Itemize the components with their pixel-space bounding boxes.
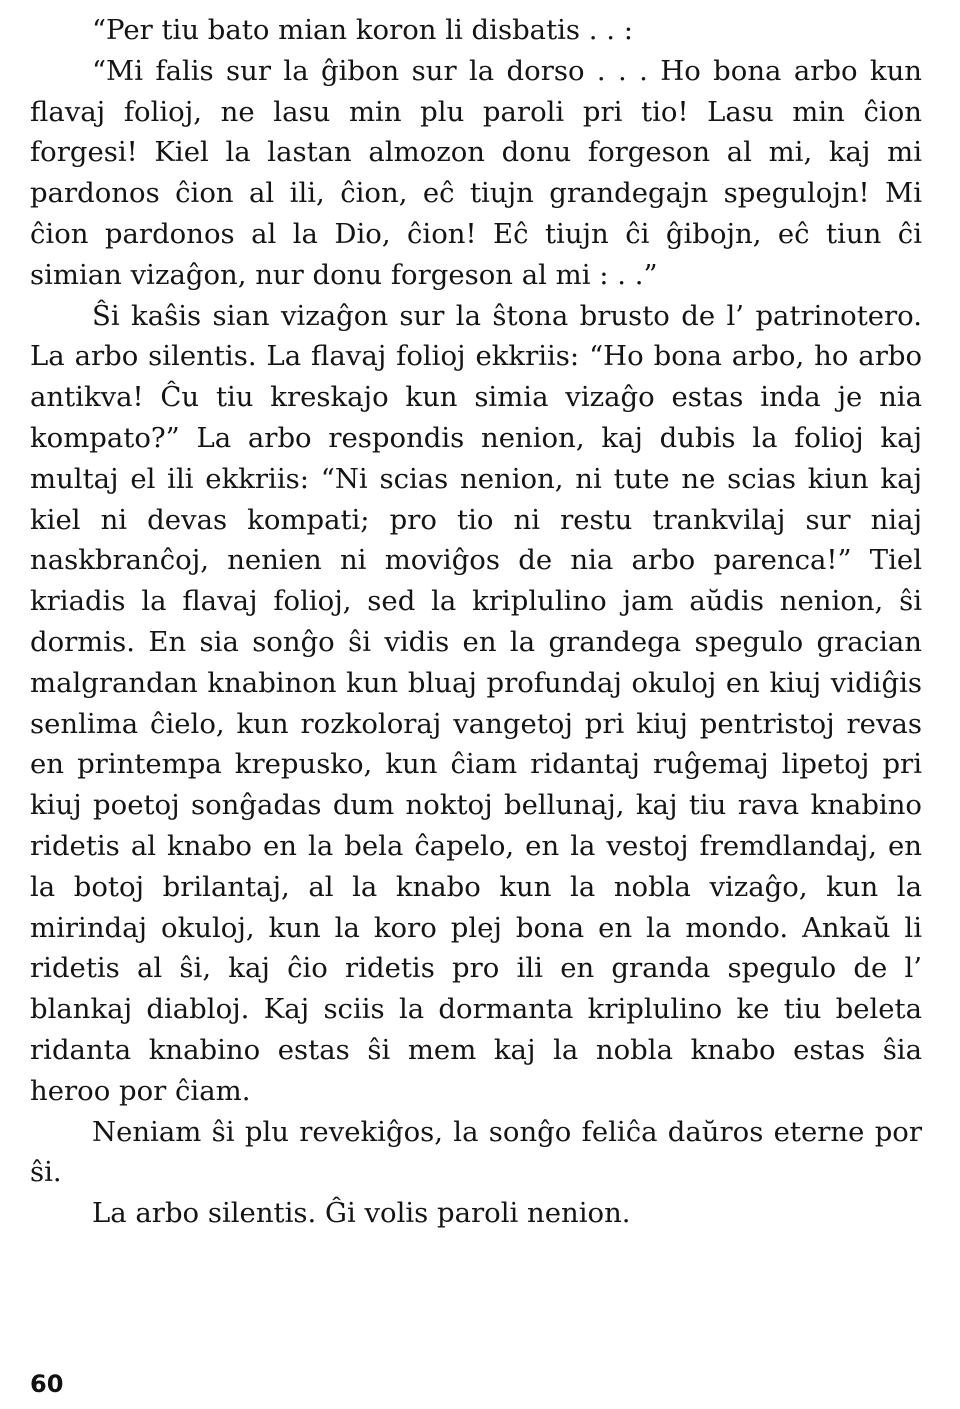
paragraph-5: La arbo silentis. Ĝi volis paroli nenion. <box>92 1197 631 1230</box>
paragraph-1: “Per tiu bato mian koron li disbatis . . : <box>92 14 634 46</box>
paragraph-2: “Mi falis sur la ĝibon sur la dorso . . . Ho bona arbo kun flavaj folioj, ne lasu min plu paroli pri tio! Lasu min ĉion forgesi! Kiel la lastan almozon donu forgeson al mi, kaj mi pardonos ĉion al ili, ĉion, eĉ tiujn grandegajn spegulojn! Mi ĉion pardonos al la Dio, ĉion! Eĉ tiujn ĉi ĝibojn, eĉ tiun ĉi simian vizaĝon, nur donu forgeson al mi : . .” <box>30 54 922 291</box>
paragraph-4: Neniam ŝi plu revekiĝos, la sonĝo feliĉa daŭros eterne por ŝi. <box>30 1115 922 1189</box>
page-number: 60 <box>30 1370 64 1398</box>
body-text <box>30 10 922 1234</box>
paragraph-3: Ŝi kaŝis sian vizaĝon sur la ŝtona brusto de l’ patrinotero. La arbo silentis. La flavaj folioj ekkriis: “Ho bona arbo, ho arbo antikva! Ĉu tiu kreskajo kun simia vizaĝo estas inda je nia kompato?” La arbo respondis nenion, kaj dubis la folioj kaj multaj el ili ekkriis: “Ni scias nenion, ni tute ne scias kiun kaj kiel ni devas kompati; pro tio ni restu trankvilaj sur niaj naskbranĉoj, nenien ni moviĝos de nia arbo parenca!” Tiel kriadis la flavaj folioj, sed la kriplulino jam aŭdis nenion, ŝi dormis. En sia sonĝo ŝi vidis en la grandega spegulo gracian malgrandan knabinon kun bluaj profundaj okuloj en kiuj vidiĝis senlima ĉielo, kun rozkoloraj vangetoj pri kiuj pentristoj revas en printempa krepusko, kun ĉiam ridantaj ruĝemaj lipetoj pri kiuj poetoj sonĝadas dum noktoj bellunaj, kaj tiu rava knabino ridetis al knabo en la bela ĉapelo, en la vestoj fremdlandaj, en la botoj brilantaj, al la knabo kun la nobla vizaĝo, kun la mirindaj okuloj, kun la koro plej bona en la mondo. Ankaŭ li ridetis al ŝi, kaj ĉio ridetis pro ili en granda spegulo de l’ blankaj diabloj. Kaj sciis la dormanta kriplulino ke tiu beleta ridanta knabino estas ŝi mem kaj la nobla knabo estas ŝia heroo por ĉiam. <box>30 299 922 1107</box>
